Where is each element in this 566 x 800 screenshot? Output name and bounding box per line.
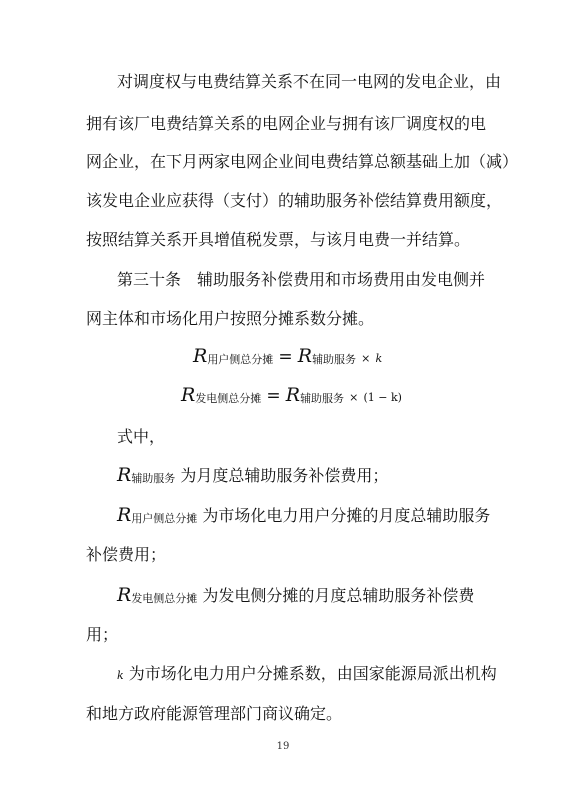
article-line	[0, 270, 566, 290]
definition-continuation	[0, 625, 566, 645]
text: 用；	[86, 625, 119, 644]
definition-symbol: k	[117, 669, 124, 682]
formula-subscript: 辅助服务	[300, 392, 345, 405]
formula-user-share	[0, 346, 566, 370]
paragraph-line	[0, 191, 566, 211]
formula-symbol: R	[193, 345, 208, 367]
formula-subscript: 辅助服务	[312, 353, 357, 366]
definition-symbol: R	[117, 464, 132, 486]
text: 第三十条 辅助服务补偿费用和市场费用由发电侧并	[117, 270, 486, 289]
paragraph-line	[0, 152, 566, 172]
definition-line	[0, 664, 566, 686]
definition-line	[0, 465, 566, 489]
text: 对调度权与电费结算关系不在同一电网的发电企业，由	[117, 72, 502, 91]
formula-factor: k	[375, 352, 383, 365]
definition-symbol: R	[117, 504, 132, 526]
definition-continuation	[0, 545, 566, 565]
paragraph-line	[0, 114, 566, 134]
text: 按照结算关系开具增值税发票，与该月电费一并结算。	[86, 230, 471, 249]
text: 该发电企业应获得（支付）的辅助服务补偿结算费用额度，	[86, 191, 503, 210]
definition-text: 为月度总辅助服务补偿费用；	[180, 466, 389, 485]
formula-equals: =	[278, 347, 293, 367]
definition-subscript: 用户侧总分摊	[131, 512, 198, 525]
formula-factor: (1 − k)	[363, 391, 402, 404]
formula-equals: =	[266, 386, 281, 406]
definition-continuation	[0, 704, 566, 724]
definition-line	[0, 585, 566, 609]
definition-text: 为市场化电力用户分摊系数，由国家能源局派出机构	[128, 664, 497, 683]
text: 网企业，在下月两家电网企业间电费结算总额基础上加（减）	[86, 152, 519, 171]
definition-text: 为发电侧分摊的月度总辅助服务补偿费	[202, 586, 475, 605]
where-label	[0, 427, 566, 447]
definition-subscript: 辅助服务	[131, 472, 176, 485]
text: 网主体和市场化用户按照分摊系数分摊。	[86, 309, 375, 328]
text: 补偿费用；	[86, 545, 167, 564]
formula-generation-share	[0, 385, 566, 409]
formula-times: ×	[349, 391, 359, 404]
formula-symbol: R	[297, 345, 313, 367]
page-number: 19	[276, 741, 290, 752]
definition-symbol: R	[117, 584, 132, 606]
article-line	[0, 309, 566, 329]
formula-symbol: R	[181, 384, 196, 406]
formula-subscript: 用户侧总分摊	[207, 353, 274, 366]
text: 拥有该厂电费结算关系的电网企业与拥有该厂调度权的电	[86, 114, 487, 133]
definition-line	[0, 505, 566, 529]
formula-symbol: R	[285, 384, 301, 406]
paragraph-line	[0, 230, 566, 250]
formula-times: ×	[361, 352, 371, 365]
definition-subscript: 发电侧总分摊	[131, 592, 198, 605]
paragraph-line	[0, 72, 566, 92]
definition-text: 为市场化电力用户分摊的月度总辅助服务	[202, 506, 491, 525]
text: 式中，	[117, 427, 166, 446]
formula-subscript: 发电侧总分摊	[195, 392, 262, 405]
text: 和地方政府能源管理部门商议确定。	[86, 704, 343, 723]
